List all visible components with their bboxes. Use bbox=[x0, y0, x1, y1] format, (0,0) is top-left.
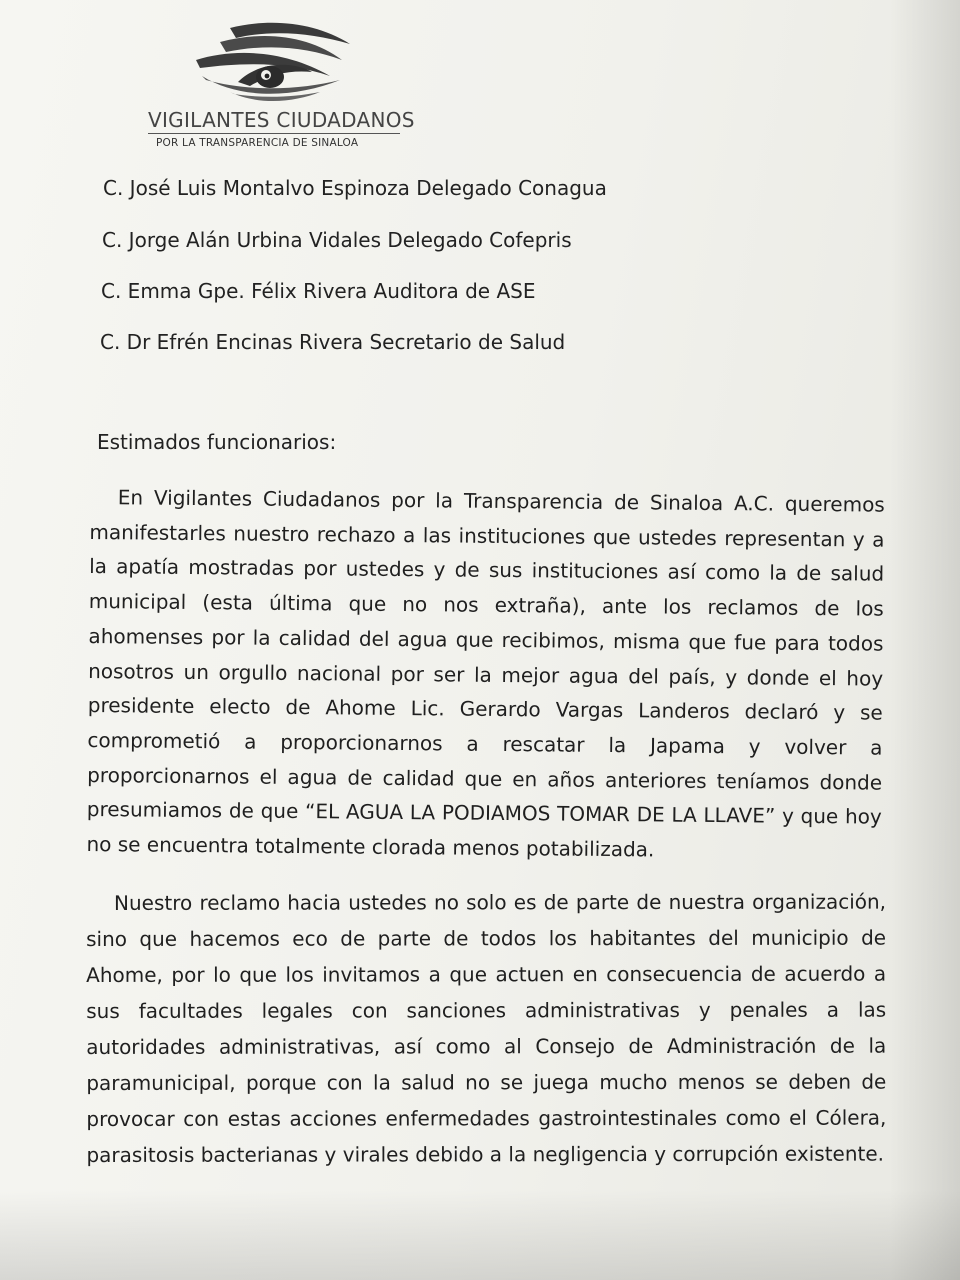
organization-logo bbox=[140, 20, 415, 160]
page-bottom-shadow bbox=[0, 1190, 960, 1280]
paragraph-text: En Vigilantes Ciudadanos por la Transparencia de Sinaloa A.C. queremos manifestarles nuestro rechazo a las instituciones que ustedes representan y a la apatía mostradas por ustedes y de sus instituciones así como la de salud municipal (esta última que no nos extraña), ante los reclamos de los ahomenses por la calidad del agua que recibimos, misma que fue para todos nosotros un orgullo nacional por ser la mejor agua del país, y donde el hoy presidente electo de Ahome Lic. Gerardo Vargas Landeros declaró y se comprometió a proporcionarnos a rescatar la Japama y volver a proporcionarnos el agua de calidad que en años anteriores teníamos donde presumiamos de que “EL AGUA LA PODIAMOS TOMAR DE LA LLAVE” y que hoy no se encuentra totalmente clorada menos potabilizada. bbox=[86, 485, 885, 862]
page-edge-shadow bbox=[890, 0, 960, 1280]
body-paragraph bbox=[86, 884, 887, 1173]
eye-swoosh-logo-icon bbox=[190, 20, 360, 106]
salutation: Estimados funcionarios: bbox=[97, 430, 337, 454]
addressee-line: C. José Luis Montalvo Espinoza Delegado Conagua bbox=[103, 176, 607, 200]
logo-divider bbox=[148, 133, 400, 134]
organization-name: VIGILANTES CIUDADANOS bbox=[148, 108, 415, 132]
organization-subtitle: POR LA TRANSPARENCIA DE SINALOA bbox=[156, 137, 359, 149]
addressee-line: C. Dr Efrén Encinas Rivera Secretario de Salud bbox=[100, 330, 566, 354]
addressee-line: C. Jorge Alán Urbina Vidales Delegado Cofepris bbox=[102, 228, 572, 252]
body-paragraph bbox=[86, 480, 885, 869]
paragraph-text: Nuestro reclamo hacia ustedes no solo es de parte de nuestra organización, sino que hacemos eco de parte de todos los habitantes del municipio de Ahome, por lo que los invitamos a que actuen en consecuencia de acuerdo a sus facultades legales con sanciones administrativas y penales a las autoridades administrativas, así como al Consejo de Administración de la paramunicipal, porque con la salud no se juega mucho menos se deben de provocar con estas acciones enfermedades gastrointestinales como el Cólera, parasitosis bacterianas y virales debido a la negligencia y corrupción existente. bbox=[86, 889, 887, 1167]
addressee-line: C. Emma Gpe. Félix Rivera Auditora de ASE bbox=[101, 279, 536, 303]
